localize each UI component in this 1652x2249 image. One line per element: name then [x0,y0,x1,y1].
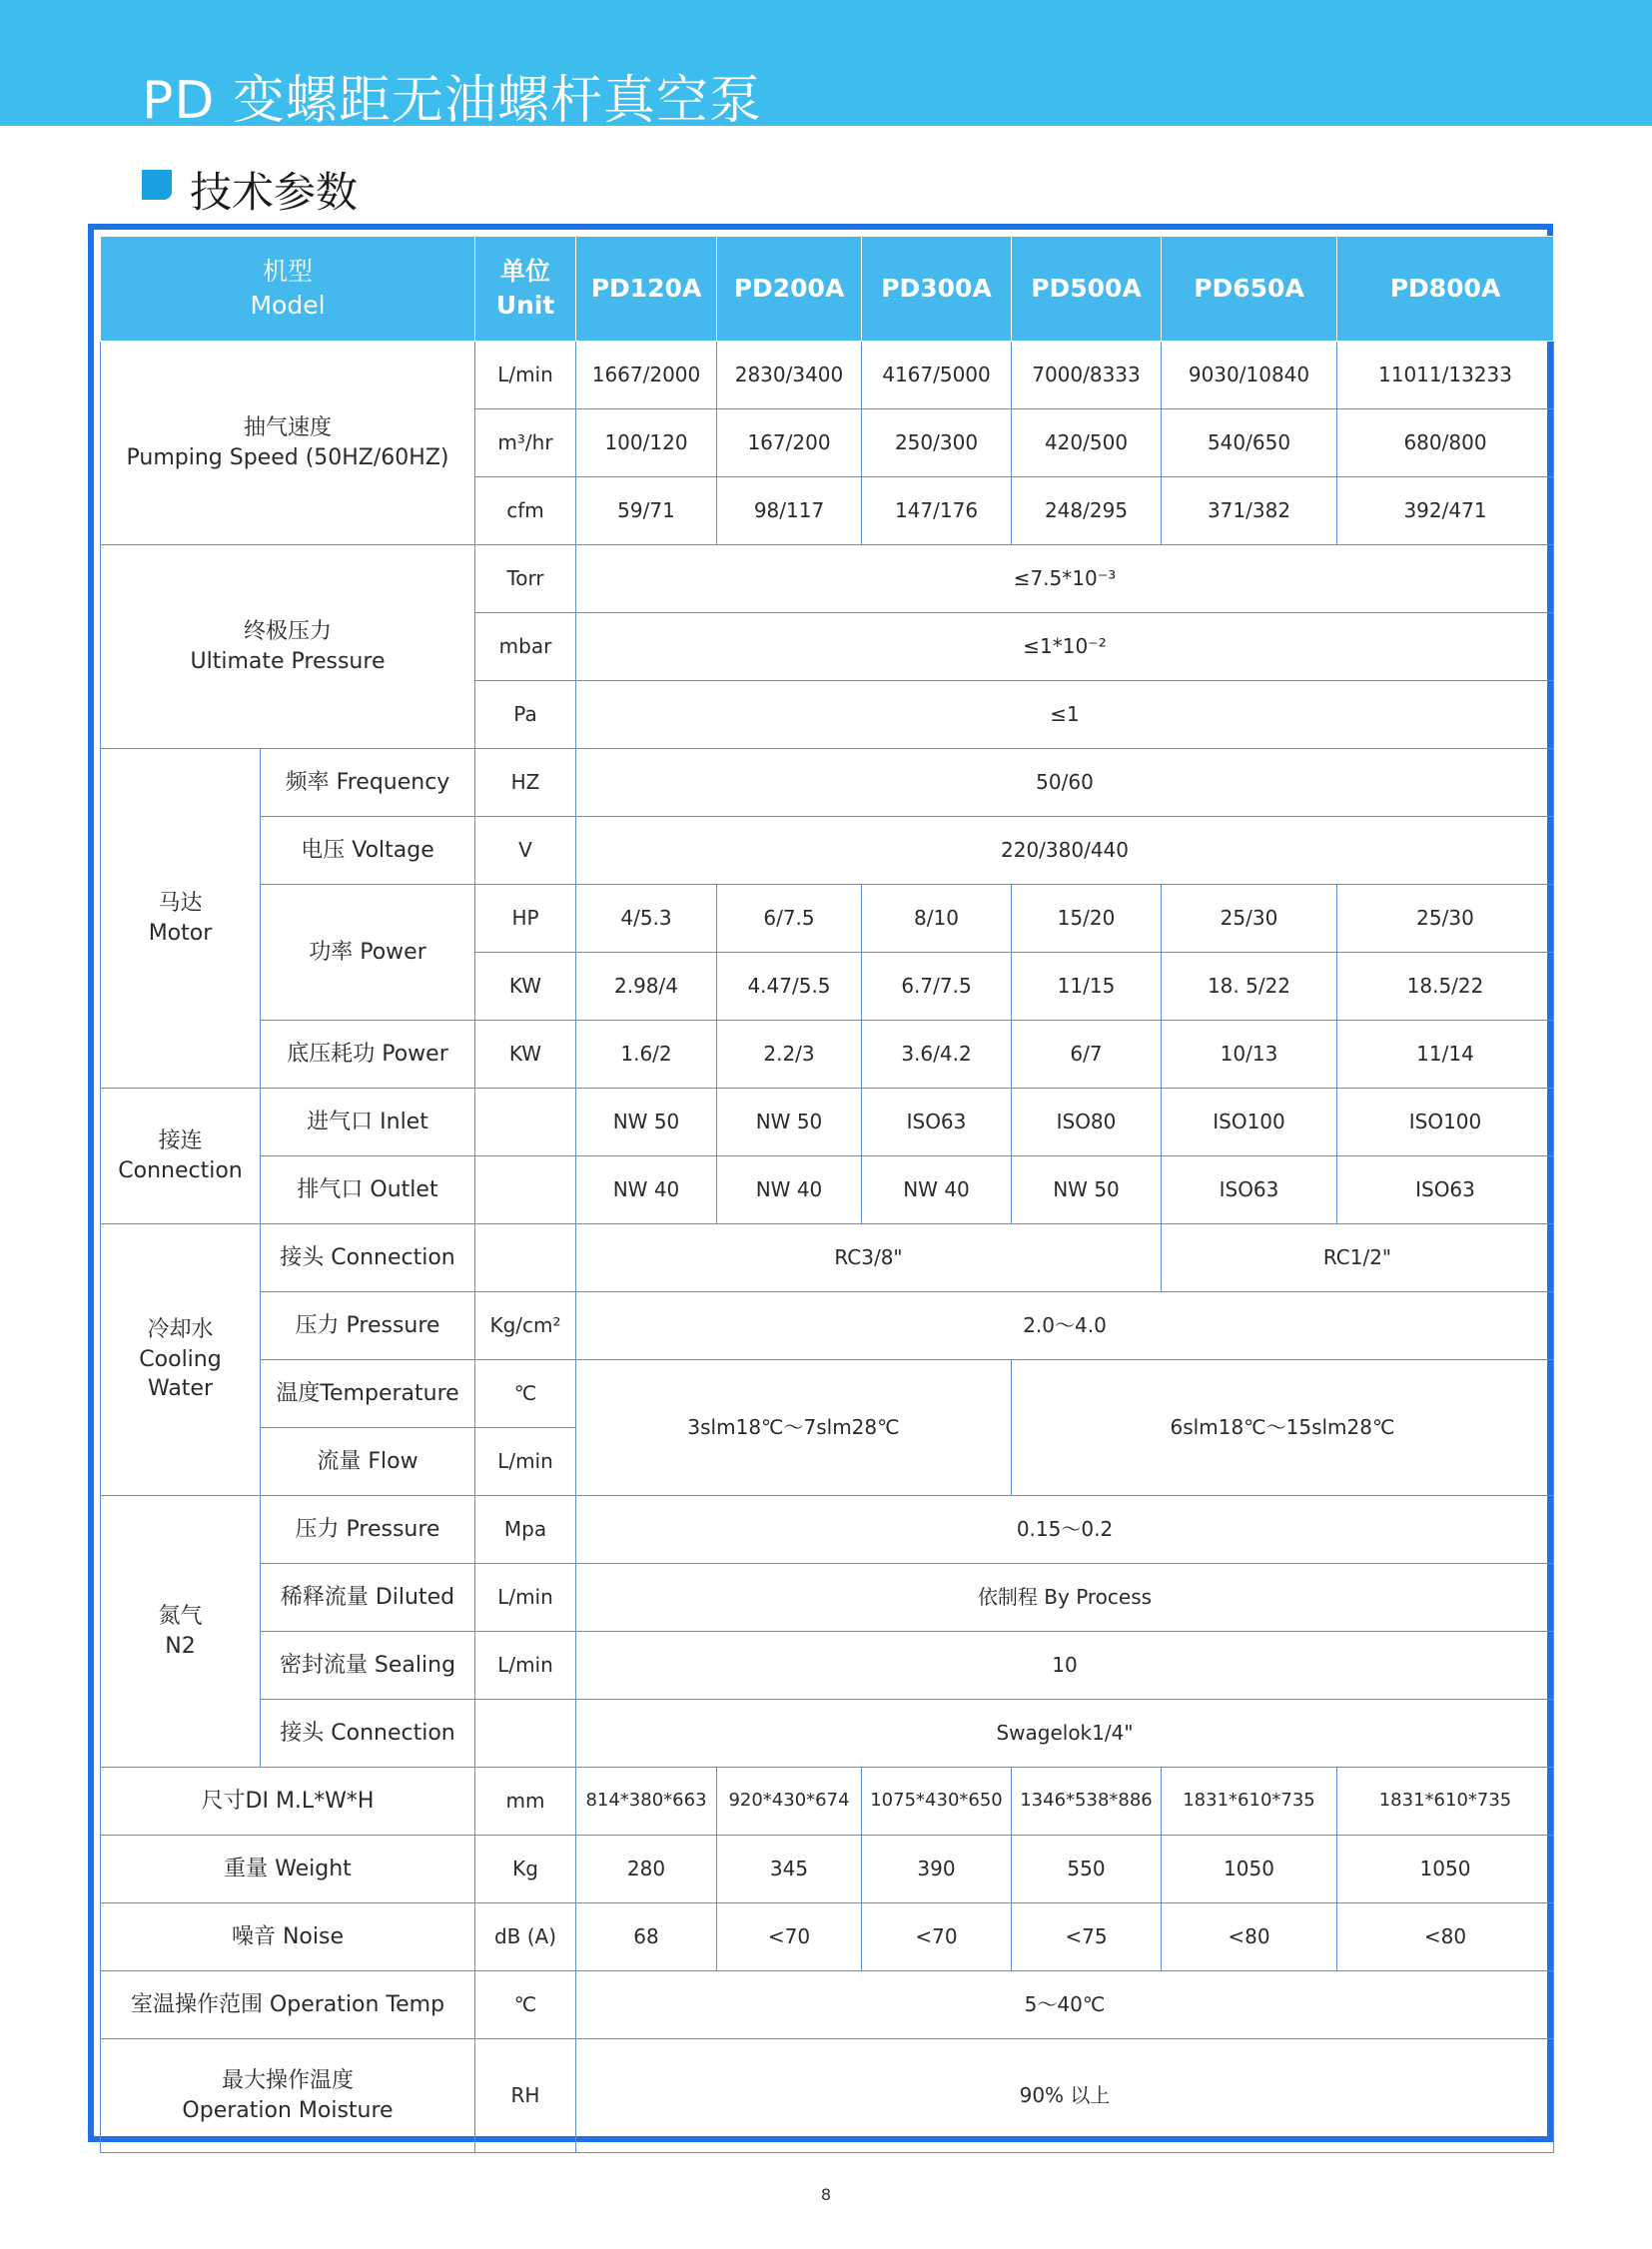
value-cell: 1346*538*886 [1012,1768,1162,1836]
model-column-header: PD200A [717,237,862,342]
unit-cell: L/min [475,1564,576,1632]
value-cell: 220/380/440 [576,817,1554,885]
value-cell: 11/15 [1012,953,1162,1021]
value-cell: 8/10 [862,885,1012,953]
value-cell: 1831*610*735 [1162,1768,1337,1836]
value-cell: 依制程 By Process [576,1564,1554,1632]
value-cell: ISO63 [862,1089,1012,1156]
value-cell: 18.5/22 [1337,953,1554,1021]
value-cell: 1050 [1162,1836,1337,1903]
connection-label [101,1089,261,1224]
unit-cell: Kg [475,1836,576,1903]
table-row [101,1836,1554,1903]
unit-cell: ℃ [475,1971,576,2039]
unit-cell: Torr [475,545,576,613]
table-row [101,817,1554,885]
unit-cell: mbar [475,613,576,681]
value-cell: 15/20 [1012,885,1162,953]
table-row [101,1496,1554,1564]
value-cell: 6.7/7.5 [862,953,1012,1021]
unit-cell: RH [475,2039,576,2153]
table-row [101,1156,1554,1224]
value-cell: 10 [576,1632,1554,1700]
value-cell: <70 [862,1903,1012,1971]
operation-temp-label: 室温操作范围 Operation Temp [101,1971,475,2039]
unit-cell: KW [475,953,576,1021]
model-header-en: Model [250,291,326,320]
value-cell: 90% 以上 [576,2039,1554,2153]
label-cn: 接连 [158,1127,203,1153]
label-en: Connection [118,1157,243,1183]
operation-moisture-label [101,2039,475,2153]
unit-cell: V [475,817,576,885]
value-cell: 2.98/4 [576,953,717,1021]
value-cell: 167/200 [717,409,862,477]
table-row [101,1903,1554,1971]
model-column-header: PD650A [1162,237,1337,342]
value-cell: 18. 5/22 [1162,953,1337,1021]
value-cell: 680/800 [1337,409,1554,477]
value-cell: 4.47/5.5 [717,953,862,1021]
table-row [101,1564,1554,1632]
cooling-connection-label: 接头 Connection [261,1224,475,1292]
unit-cell: L/min [475,1632,576,1700]
label-cn: 马达 [158,890,203,916]
table-row [101,1089,1554,1156]
value-cell: ≤1*10⁻² [576,613,1554,681]
cooling-pressure-label: 压力 Pressure [261,1292,475,1360]
table-row [101,1224,1554,1292]
value-cell: <75 [1012,1903,1162,1971]
label-cn: 氮气 [158,1603,203,1629]
unit-cell [475,1156,576,1224]
value-cell: 50/60 [576,749,1554,817]
value-cell: ISO63 [1162,1156,1337,1224]
unit-cell [475,1089,576,1156]
value-cell: 248/295 [1012,477,1162,545]
value-cell: ≤1 [576,681,1554,749]
cooling-water-label [101,1224,261,1496]
label-cn: 终极压力 [243,618,332,644]
n2-label [101,1496,261,1768]
unit-cell: mm [475,1768,576,1836]
value-cell: ≤7.5*10⁻³ [576,545,1554,613]
label-en: Pumping Speed (50HZ/60HZ) [126,444,449,470]
value-cell: NW 40 [717,1156,862,1224]
value-cell: 4/5.3 [576,885,717,953]
section-title: 技术参数 [190,168,359,217]
table-row [101,545,1554,613]
model-column-header: PD500A [1012,237,1162,342]
model-header-cn: 机型 [262,257,313,287]
label-en: Cooling [139,1346,222,1372]
value-cell: 3.6/4.2 [862,1021,1012,1089]
value-cell: 68 [576,1903,717,1971]
model-column-header: PD120A [576,237,717,342]
value-cell: 4167/5000 [862,342,1012,409]
model-header [101,237,475,342]
value-cell: 371/382 [1162,477,1337,545]
value-cell: 1.6/2 [576,1021,717,1089]
table-row [101,1632,1554,1700]
value-cell: <80 [1337,1903,1554,1971]
value-cell: ISO80 [1012,1089,1162,1156]
inlet-label: 进气口 Inlet [261,1089,475,1156]
spec-table-frame [88,224,1553,2142]
value-cell: 147/176 [862,477,1012,545]
unit-cell: cfm [475,477,576,545]
unit-cell: HZ [475,749,576,817]
value-cell: 5～40℃ [576,1971,1554,2039]
value-cell: RC3/8" [576,1224,1162,1292]
value-cell: NW 50 [1012,1156,1162,1224]
value-cell: 540/650 [1162,409,1337,477]
table-row [101,1360,1554,1428]
voltage-label: 电压 Voltage [261,817,475,885]
value-cell: 100/120 [576,409,717,477]
value-cell: 1667/2000 [576,342,717,409]
header-banner [0,0,1652,131]
unit-cell: Mpa [475,1496,576,1564]
value-cell: Swagelok1/4" [576,1700,1554,1768]
value-cell: RC1/2" [1162,1224,1554,1292]
label-cn: 抽气速度 [243,414,332,440]
value-cell: 6slm18℃～15slm28℃ [1012,1360,1554,1496]
table-header-row [101,237,1554,342]
unit-cell: HP [475,885,576,953]
table-row [101,1292,1554,1360]
spec-table [100,236,1554,2153]
n2-sealing-label: 密封流量 Sealing [261,1632,475,1700]
value-cell: 0.15～0.2 [576,1496,1554,1564]
table-row [101,2039,1554,2153]
table-row [101,1971,1554,2039]
value-cell: 6/7 [1012,1021,1162,1089]
value-cell: 420/500 [1012,409,1162,477]
value-cell: 9030/10840 [1162,342,1337,409]
pumping-speed-label [101,342,475,545]
value-cell: 920*430*674 [717,1768,862,1836]
label-en: Motor [148,920,213,946]
unit-header-en: Unit [495,291,555,320]
cooling-temperature-label: 温度Temperature [261,1360,475,1428]
page-number: 8 [820,2185,832,2204]
value-cell: NW 40 [576,1156,717,1224]
value-cell: 11011/13233 [1337,342,1554,409]
value-cell: 6/7.5 [717,885,862,953]
value-cell: <70 [717,1903,862,1971]
value-cell: 2830/3400 [717,342,862,409]
model-column-header: PD300A [862,237,1012,342]
value-cell: 2.0～4.0 [576,1292,1554,1360]
unit-cell: m³/hr [475,409,576,477]
label-en: N2 [165,1633,196,1659]
weight-label: 重量 Weight [101,1836,475,1903]
unit-cell: Pa [475,681,576,749]
value-cell: 1050 [1337,1836,1554,1903]
unit-cell: L/min [475,1428,576,1496]
value-cell: 345 [717,1836,862,1903]
value-cell: 2.2/3 [717,1021,862,1089]
label-en-2: Water [147,1376,214,1402]
value-cell: 25/30 [1162,885,1337,953]
value-cell: 3slm18℃～7slm28℃ [576,1360,1012,1496]
value-cell: 280 [576,1836,717,1903]
noise-label: 噪音 Noise [101,1903,475,1971]
dimension-label: 尺寸DI M.L*W*H [101,1768,475,1836]
table-row [101,1700,1554,1768]
label-en: Ultimate Pressure [190,648,386,674]
value-cell: 814*380*663 [576,1768,717,1836]
page-title: PD 变螺距无油螺杆真空泵 [142,71,762,131]
table-row [101,749,1554,817]
cooling-flow-label: 流量 Flow [261,1428,475,1496]
n2-pressure-label: 压力 Pressure [261,1496,475,1564]
unit-cell: ℃ [475,1360,576,1428]
outlet-label: 排气口 Outlet [261,1156,475,1224]
value-cell: ISO100 [1162,1089,1337,1156]
value-cell: 59/71 [576,477,717,545]
square-bullet-icon [142,170,172,200]
value-cell: 390 [862,1836,1012,1903]
label-cn: 最大操作温度 [221,2067,354,2093]
value-cell: 25/30 [1337,885,1554,953]
unit-cell: L/min [475,342,576,409]
unit-cell: KW [475,1021,576,1089]
value-cell: 250/300 [862,409,1012,477]
value-cell: 11/14 [1337,1021,1554,1089]
value-cell: ISO100 [1337,1089,1554,1156]
model-column-header: PD800A [1337,237,1554,342]
motor-label [101,749,261,1089]
unit-cell [475,1700,576,1768]
ultimate-pressure-label [101,545,475,749]
value-cell: NW 50 [576,1089,717,1156]
table-row [101,1768,1554,1836]
value-cell: 1831*610*735 [1337,1768,1554,1836]
value-cell: ISO63 [1337,1156,1554,1224]
value-cell: NW 50 [717,1089,862,1156]
table-row [101,342,1554,409]
unit-header [475,237,576,342]
n2-diluted-label: 稀释流量 Diluted [261,1564,475,1632]
unit-cell: Kg/cm² [475,1292,576,1360]
value-cell: NW 40 [862,1156,1012,1224]
frequency-label: 频率 Frequency [261,749,475,817]
value-cell: 550 [1012,1836,1162,1903]
value-cell: 392/471 [1337,477,1554,545]
value-cell: 98/117 [717,477,862,545]
label-en: Operation Moisture [182,2097,394,2123]
n2-connection-label: 接头 Connection [261,1700,475,1768]
low-pressure-power-label: 底压耗功 Power [261,1021,475,1089]
unit-header-cn: 单位 [499,257,550,287]
table-row [101,1021,1554,1089]
label-cn: 冷却水 [147,1316,214,1342]
unit-cell [475,1224,576,1292]
power-label: 功率 Power [261,885,475,1021]
value-cell: 1075*430*650 [862,1768,1012,1836]
value-cell: 7000/8333 [1012,342,1162,409]
table-row [101,885,1554,953]
value-cell: <80 [1162,1903,1337,1971]
value-cell: 10/13 [1162,1021,1337,1089]
unit-cell: dB (A) [475,1903,576,1971]
